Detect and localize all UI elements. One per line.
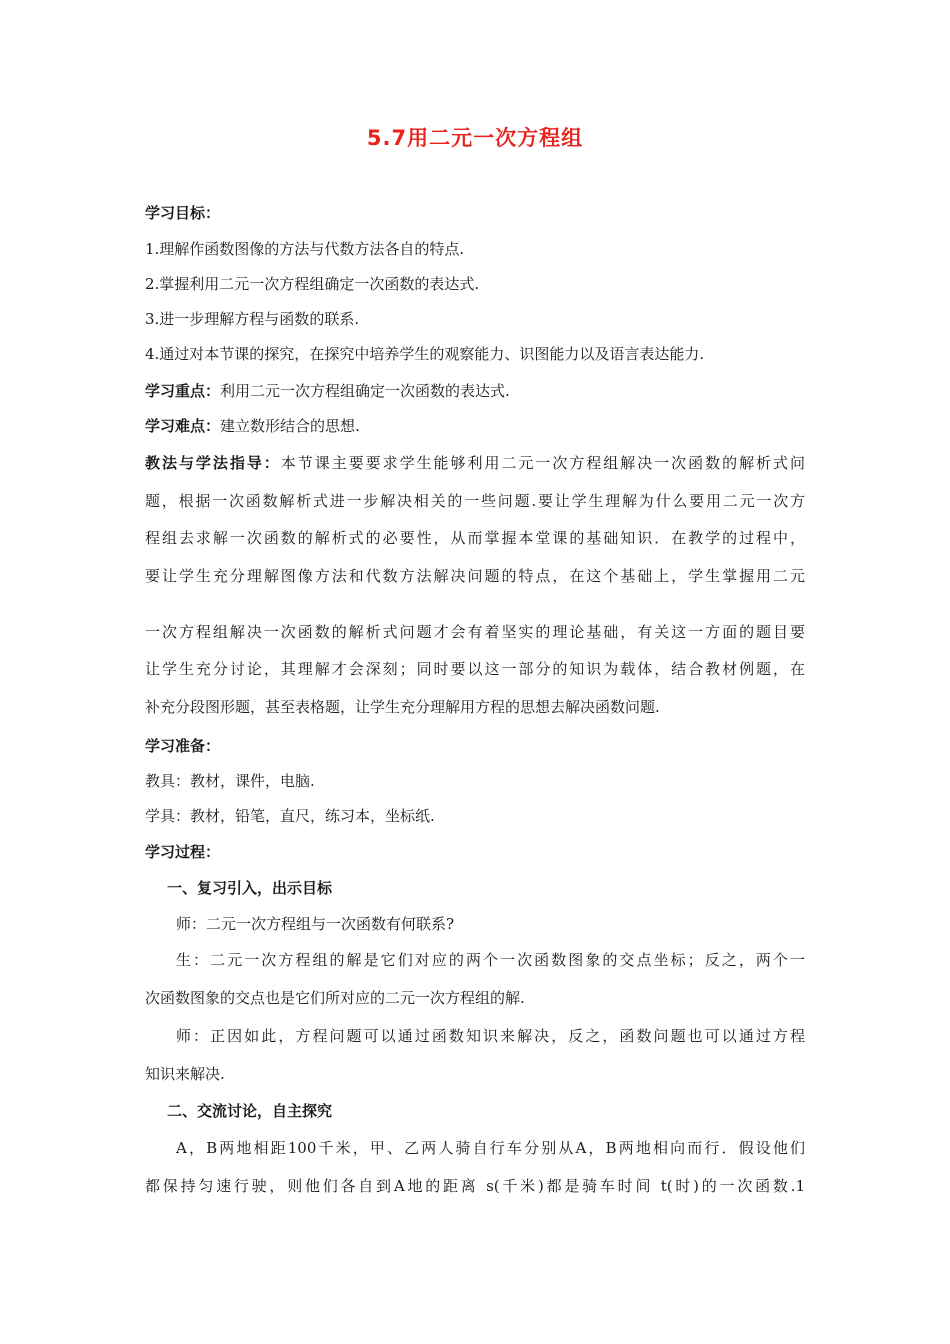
objective-item-1: 1.理解作函数图像的方法与代数方法各自的特点. bbox=[145, 240, 465, 258]
guidance-line-6: 让学生充分讨论，其理解才会深刻；同时要以这一部分的知识为载体，结合教材例题，在 bbox=[145, 660, 805, 678]
guidance-label: 教法与学法指导： bbox=[145, 454, 281, 472]
guidance-line-2: 题，根据一次函数解析式进一步解决相关的一些问题.要让学生理解为什么要用二元一次方 bbox=[145, 492, 805, 510]
guidance-line-4: 要让学生充分理解图像方法和代数方法解决问题的特点，在这个基础上，学生掌握用二元 bbox=[145, 567, 805, 585]
teacher-question: 师：二元一次方程组与一次函数有何联系? bbox=[176, 915, 455, 933]
section-2-heading: 二、交流讨论，自主探究 bbox=[167, 1102, 333, 1120]
teacher-comment-line-1: 师：正因如此，方程问题可以通过函数知识来解决，反之，函数问题也可以通过方程 bbox=[176, 1027, 805, 1045]
key-point-label: 学习重点： bbox=[145, 382, 221, 400]
student-tools: 学具：教材，铅笔，直尺，练习本，坐标纸. bbox=[145, 807, 435, 825]
guidance-text-1: 本节课主要要求学生能够利用二元一次方程组解决一次函数的解析式问 bbox=[280, 454, 805, 472]
student-answer-line-1: 生：二元一次方程组的解是它们对应的两个一次函数图象的交点坐标；反之，两个一 bbox=[176, 951, 805, 969]
guidance-line-7: 补充分段图形题，甚至表格题，让学生充分理解用方程的思想去解决函数问题. bbox=[145, 698, 660, 716]
guidance-line-5: 一次方程组解决一次函数的解析式问题才会有着坚实的理论基础，有关这一方面的题目要 bbox=[145, 623, 805, 641]
section-1-heading: 一、复习引入，出示目标 bbox=[167, 879, 333, 897]
page-title: 5.7用二元一次方程组 bbox=[366, 126, 584, 150]
key-point bbox=[145, 381, 510, 401]
objective-item-2: 2.掌握利用二元一次方程组确定一次函数的表达式. bbox=[145, 275, 480, 293]
process-heading: 学习过程： bbox=[145, 843, 221, 861]
teacher-comment-line-2: 知识来解决. bbox=[145, 1065, 225, 1083]
student-answer-line-2: 次函数图象的交点也是它们所对应的二元一次方程组的解. bbox=[145, 989, 525, 1007]
objectives-heading: 学习目标： bbox=[145, 204, 221, 222]
problem-line-1: A，B两地相距100千米，甲、乙两人骑自行车分别从A，B两地相向而行．假设他们 bbox=[176, 1139, 805, 1157]
preparation-heading: 学习准备： bbox=[145, 737, 221, 755]
guidance-line-1 bbox=[145, 453, 805, 473]
difficulty bbox=[145, 416, 360, 436]
guidance-line-3: 程组去求解一次函数的解析式的必要性，从而掌握本堂课的基础知识．在教学的过程中， bbox=[145, 529, 805, 547]
problem-line-2: 都保持匀速行驶，则他们各自到A地的距离 s(千米)都是骑车时间 t(时)的一次函数.1 bbox=[145, 1177, 805, 1195]
objective-item-3: 3.进一步理解方程与函数的联系. bbox=[145, 310, 360, 328]
objective-item-4: 4.通过对本节课的探究，在探究中培养学生的观察能力、识图能力以及语言表达能力. bbox=[145, 345, 705, 363]
difficulty-text: 建立数形结合的思想. bbox=[220, 417, 360, 435]
key-point-text: 利用二元一次方程组确定一次函数的表达式. bbox=[220, 382, 510, 400]
difficulty-label: 学习难点： bbox=[145, 417, 221, 435]
teacher-tools: 教具：教材，课件，电脑. bbox=[145, 772, 315, 790]
